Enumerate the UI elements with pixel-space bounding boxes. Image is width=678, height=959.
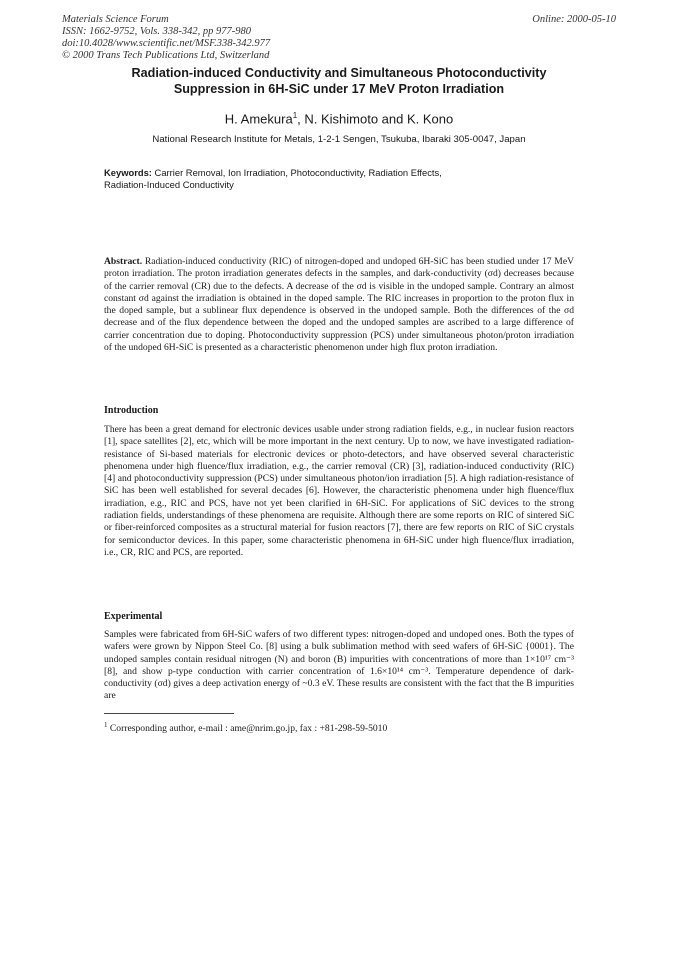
abstract-text: Radiation-induced conductivity (RIC) of nitrogen-doped and undoped 6H-SiC has been studied under 17 MeV proton irradiation. The proton irradiation generates defects in the samples, and dark-conductivity (σd) decreases because of the carrier removal (CR) due to the defects. A decrease of the σd is visible in the undoped sample. Contrary an almost constant σd against the irradiation is obtained in the doped sample. The RIC increases in proportion to the proton flux in the doped sample, but a sublinear flux dependence is observed in the undoped sample. Both the differences of the σd decrease and of the flux dependence between the doped and the undoped samples are ascribed to a large difference of carrier concentration due to doping. Photoconductivity suppression (PCS) under simultaneous photon/proton irradiation of the undoped 6H-SiC is presented as a characteristic phenomenon under high flux proton irradiation. — [104, 256, 575, 354]
author-footnote-mark: 1 — [292, 111, 298, 120]
paper-title — [60, 66, 618, 97]
keywords-text: Carrier Removal, Ion Irradiation, Photoconductivity, Radiation Effects, — [154, 167, 442, 178]
abstract-label: Abstract. — [104, 256, 143, 267]
keywords-block — [104, 167, 584, 192]
footnote — [104, 719, 574, 735]
title-line-1: Radiation-induced Conductivity and Simultaneous Photoconductivity — [131, 66, 547, 80]
title-line-2: Suppression in 6H-SiC under 17 MeV Proton Irradiation — [173, 81, 505, 96]
experimental-heading: Experimental — [104, 611, 163, 622]
introduction-heading: Introduction — [104, 405, 159, 416]
keywords-label: Keywords: — [104, 167, 152, 178]
abstract-paragraph — [104, 256, 574, 354]
author-list — [60, 108, 618, 127]
footnote-mark: 1 — [104, 721, 108, 729]
journal-header — [62, 14, 382, 62]
footnote-rule — [104, 713, 234, 714]
keywords-text-2: Radiation-Induced Conductivity — [104, 179, 234, 191]
other-authors: , N. Kishimoto and K. Kono — [297, 111, 454, 127]
online-date: Online: 2000-05-10 — [532, 14, 616, 25]
affiliation: National Research Institute for Metals, 1-2-1 Sengen, Tsukuba, Ibaraki 305-0047, Japan — [152, 134, 526, 145]
journal-name: Materials Science Forum — [62, 14, 169, 25]
copyright-line: © 2000 Trans Tech Publications Ltd, Switzerland — [62, 50, 270, 61]
issn-line: ISSN: 1662-9752, Vols. 338-342, pp 977-980 — [62, 26, 251, 37]
footnote-text: Corresponding author, e-mail : ame@nrim.go.jp, fax : +81-298-59-5010 — [109, 723, 388, 735]
experimental-paragraph: Samples were fabricated from 6H-SiC wafers of two different types: nitrogen-doped and undoped ones. Both the types of wafers were grown by Nippon Steel Co. [8] using a bulk sublimation method with seed wafers of 6H-SiC {0001}. The undoped samples contain residual nitrogen (N) and boron (B) impurities with concentrations of more than 1×10¹⁷ cm⁻³ [8], and show p-type conduction with carrier concentration of 1.6×10¹⁴ cm⁻³. Temperature dependence of dark-conductivity (σd) gives a deep activation energy of ~0.3 eV. These results are consistent with the fact that the B impurities are — [104, 629, 574, 702]
introduction-paragraph: There has been a great demand for electronic devices usable under strong radiation fields, e.g., in nuclear fusion reactors [1], space satellites [2], etc, which will be more important in the next century. Up to now, we have investigated radiation-resistance of Si-based materials for electronic devices or photo-detectors, and have observed several characteristic phenomena under high fluence/flux irradiation, e.g., the carrier removal (CR) [3], radiation-induced conductivity (RIC) [4] and photoconductivity suppression (PCS) under simultaneous photon/ion irradiation [5]. A high radiation-resistance of SiC has been well established for several decades [6]. However, the characteristic phenomena under high fluence/flux irradiation, e.g., RIC and PCS, have not yet been clarified in 6H-SiC. For applications of SiC devices to the strong radiation fields, understandings of these phenomena are requisite. Although there are some reports on RIC of sintered SiC or fiber-reinforced composites as a structural material for fusion reactors [7], there are few reports on RIC of SiC crystals for semiconductor devices. In this paper, some characteristic phenomena in 6H-SiC under high fluence/flux irradiation, i.e., CR, RIC and PCS, are reported. — [104, 424, 574, 558]
first-author: H. Amekura — [224, 111, 293, 127]
doi-line[interactable]: doi:10.4028/www.scientific.net/MSF.338-342.977 — [62, 38, 271, 49]
